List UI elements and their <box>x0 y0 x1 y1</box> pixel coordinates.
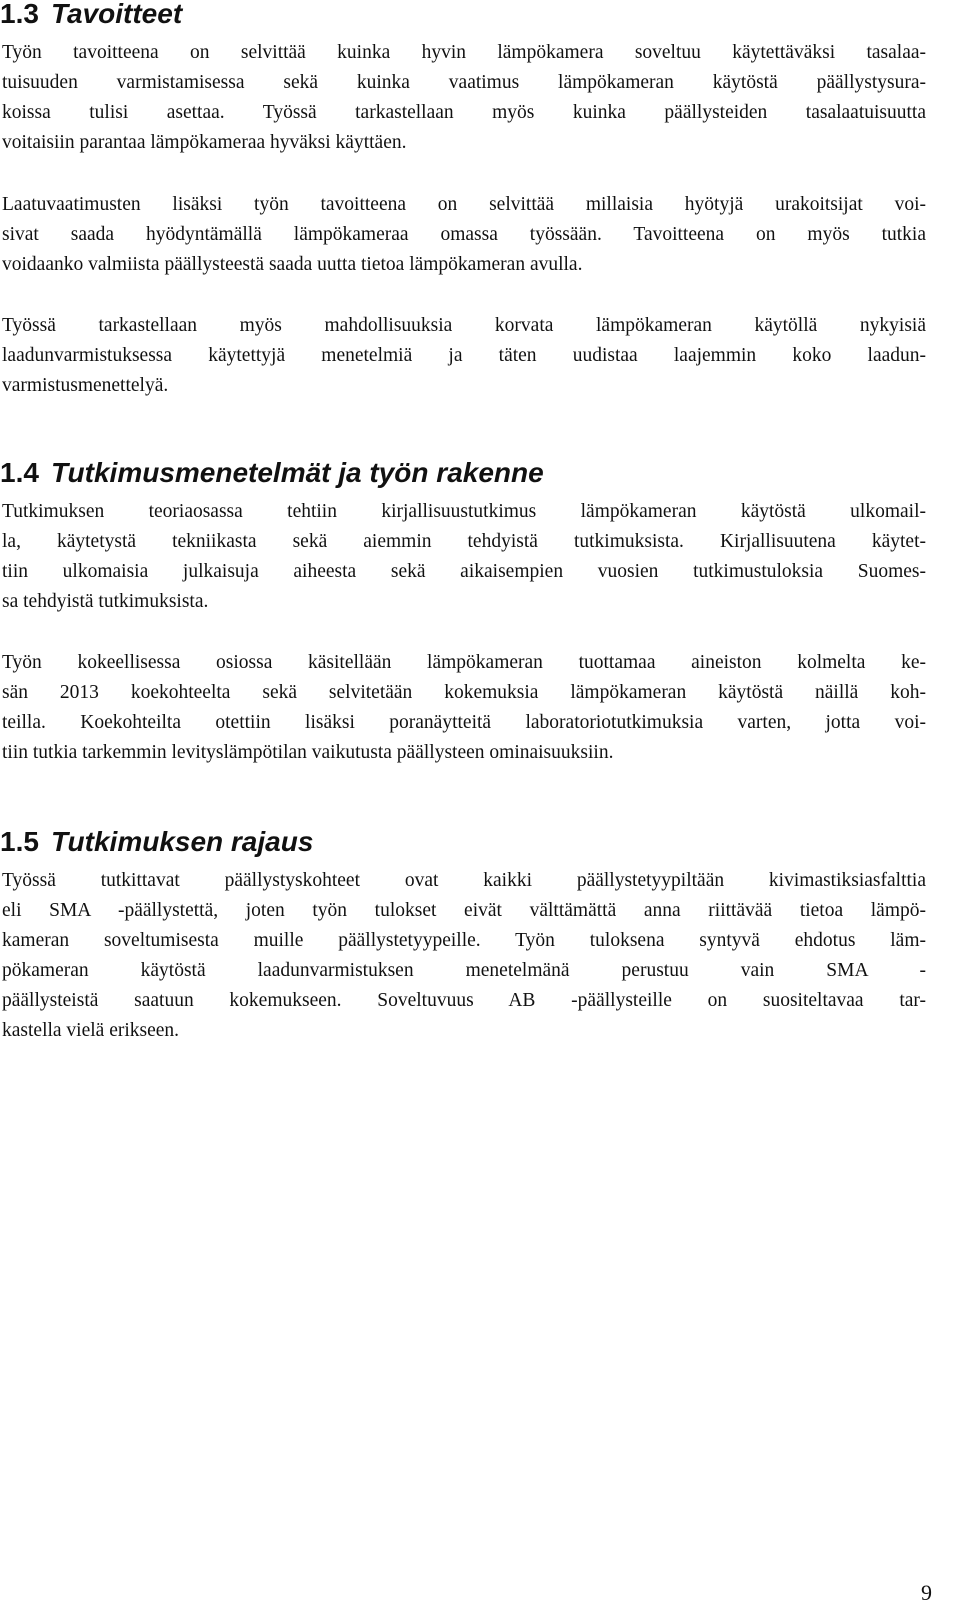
text-line: kameran soveltumisesta muille päällystetyypeille. Työn tuloksena syntyvä ehdotus läm- <box>2 930 926 951</box>
section-number: 1.5 <box>0 826 39 857</box>
text-line: voidaanko valmiista päällysteestä saada uutta tietoa lämpökameran avulla. <box>2 254 583 275</box>
paragraph <box>2 190 926 280</box>
text-line: kastella vielä erikseen. <box>2 1020 180 1041</box>
text-line: Työn kokeellisessa osiossa käsitellään lämpökameran tuottamaa aineiston kolmelta ke- <box>2 652 926 673</box>
text-line: Työn tavoitteena on selvittää kuinka hyvin lämpökamera soveltuu käytettäväksi tasalaa- <box>2 42 926 63</box>
section-heading-1-4 <box>0 456 544 490</box>
text-line: päällysteistä saatuun kokemukseen. Soveltuvuus AB -päällysteille on suositeltavaa tar- <box>2 990 926 1011</box>
text-line: Työssä tutkittavat päällystyskohteet ovat kaikki päällystetyypiltään kivimastiksiasfalttia <box>2 870 926 891</box>
text-line: tiin tutkia tarkemmin levityslämpötilan vaikutusta päällysteen ominaisuuksiin. <box>2 742 614 763</box>
section-title: Tutkimuksen rajaus <box>50 826 314 857</box>
section-number: 1.3 <box>0 0 39 29</box>
text-line: varmistusmenettelyä. <box>2 375 169 396</box>
paragraph <box>2 866 926 1046</box>
text-line: teilla. Koekohteilta otettiin lisäksi poranäytteitä laboratoriotutkimuksia varten, jotta voi- <box>2 712 926 733</box>
text-line: tiin ulkomaisia julkaisuja aiheesta sekä aikaisempien vuosien tutkimustuloksia Suomes- <box>2 561 926 582</box>
text-line: eli SMA -päällystettä, joten työn tulokset eivät välttämättä anna riittävää tietoa lämpö- <box>2 900 926 921</box>
text-line: laadunvarmistuksessa käytettyjä menetelmiä ja täten uudistaa laajemmin koko laadun- <box>2 345 926 366</box>
text-line: la, käytetystä tekniikasta sekä aiemmin tehdyistä tutkimuksista. Kirjallisuutena käytet- <box>2 531 926 552</box>
text-line: sivat saada hyödyntämällä lämpökameraa omassa työssään. Tavoitteena on myös tutkia <box>2 224 926 245</box>
paragraph <box>2 497 926 617</box>
text-line: tuisuuden varmistamisessa sekä kuinka vaatimus lämpökameran käytöstä päällystysura- <box>2 72 926 93</box>
text-line: sän 2013 koekohteelta sekä selvitetään kokemuksia lämpökameran käytöstä näillä koh- <box>2 682 926 703</box>
section-title: Tutkimusmenetelmät ja työn rakenne <box>50 457 544 488</box>
section-title: Tavoitteet <box>50 0 183 29</box>
paragraph <box>2 311 926 401</box>
paragraph <box>2 648 926 768</box>
section-heading-1-3 <box>0 0 182 31</box>
text-line: Työssä tarkastellaan myös mahdollisuuksia korvata lämpökameran käytöllä nykyisiä <box>2 315 926 336</box>
text-line: Laatuvaatimusten lisäksi työn tavoitteena on selvittää millaisia hyötyjä urakoitsijat voi- <box>2 194 926 215</box>
page-number: 9 <box>921 1580 932 1605</box>
text-line: pökameran käytöstä laadunvarmistuksen menetelmänä perustuu vain SMA - <box>2 960 926 981</box>
section-heading-1-5 <box>0 825 313 859</box>
text-line: koissa tulisi asettaa. Työssä tarkastellaan myös kuinka päällysteiden tasalaatuisuutta <box>2 102 926 123</box>
text-line: sa tehdyistä tutkimuksista. <box>2 591 209 612</box>
paragraph <box>2 38 926 158</box>
text-line: Tutkimuksen teoriaosassa tehtiin kirjallisuustutkimus lämpökameran käytöstä ulkomail- <box>2 501 926 522</box>
text-line: voitaisiin parantaa lämpökameraa hyväksi käyttäen. <box>2 132 407 153</box>
section-number: 1.4 <box>0 457 39 488</box>
